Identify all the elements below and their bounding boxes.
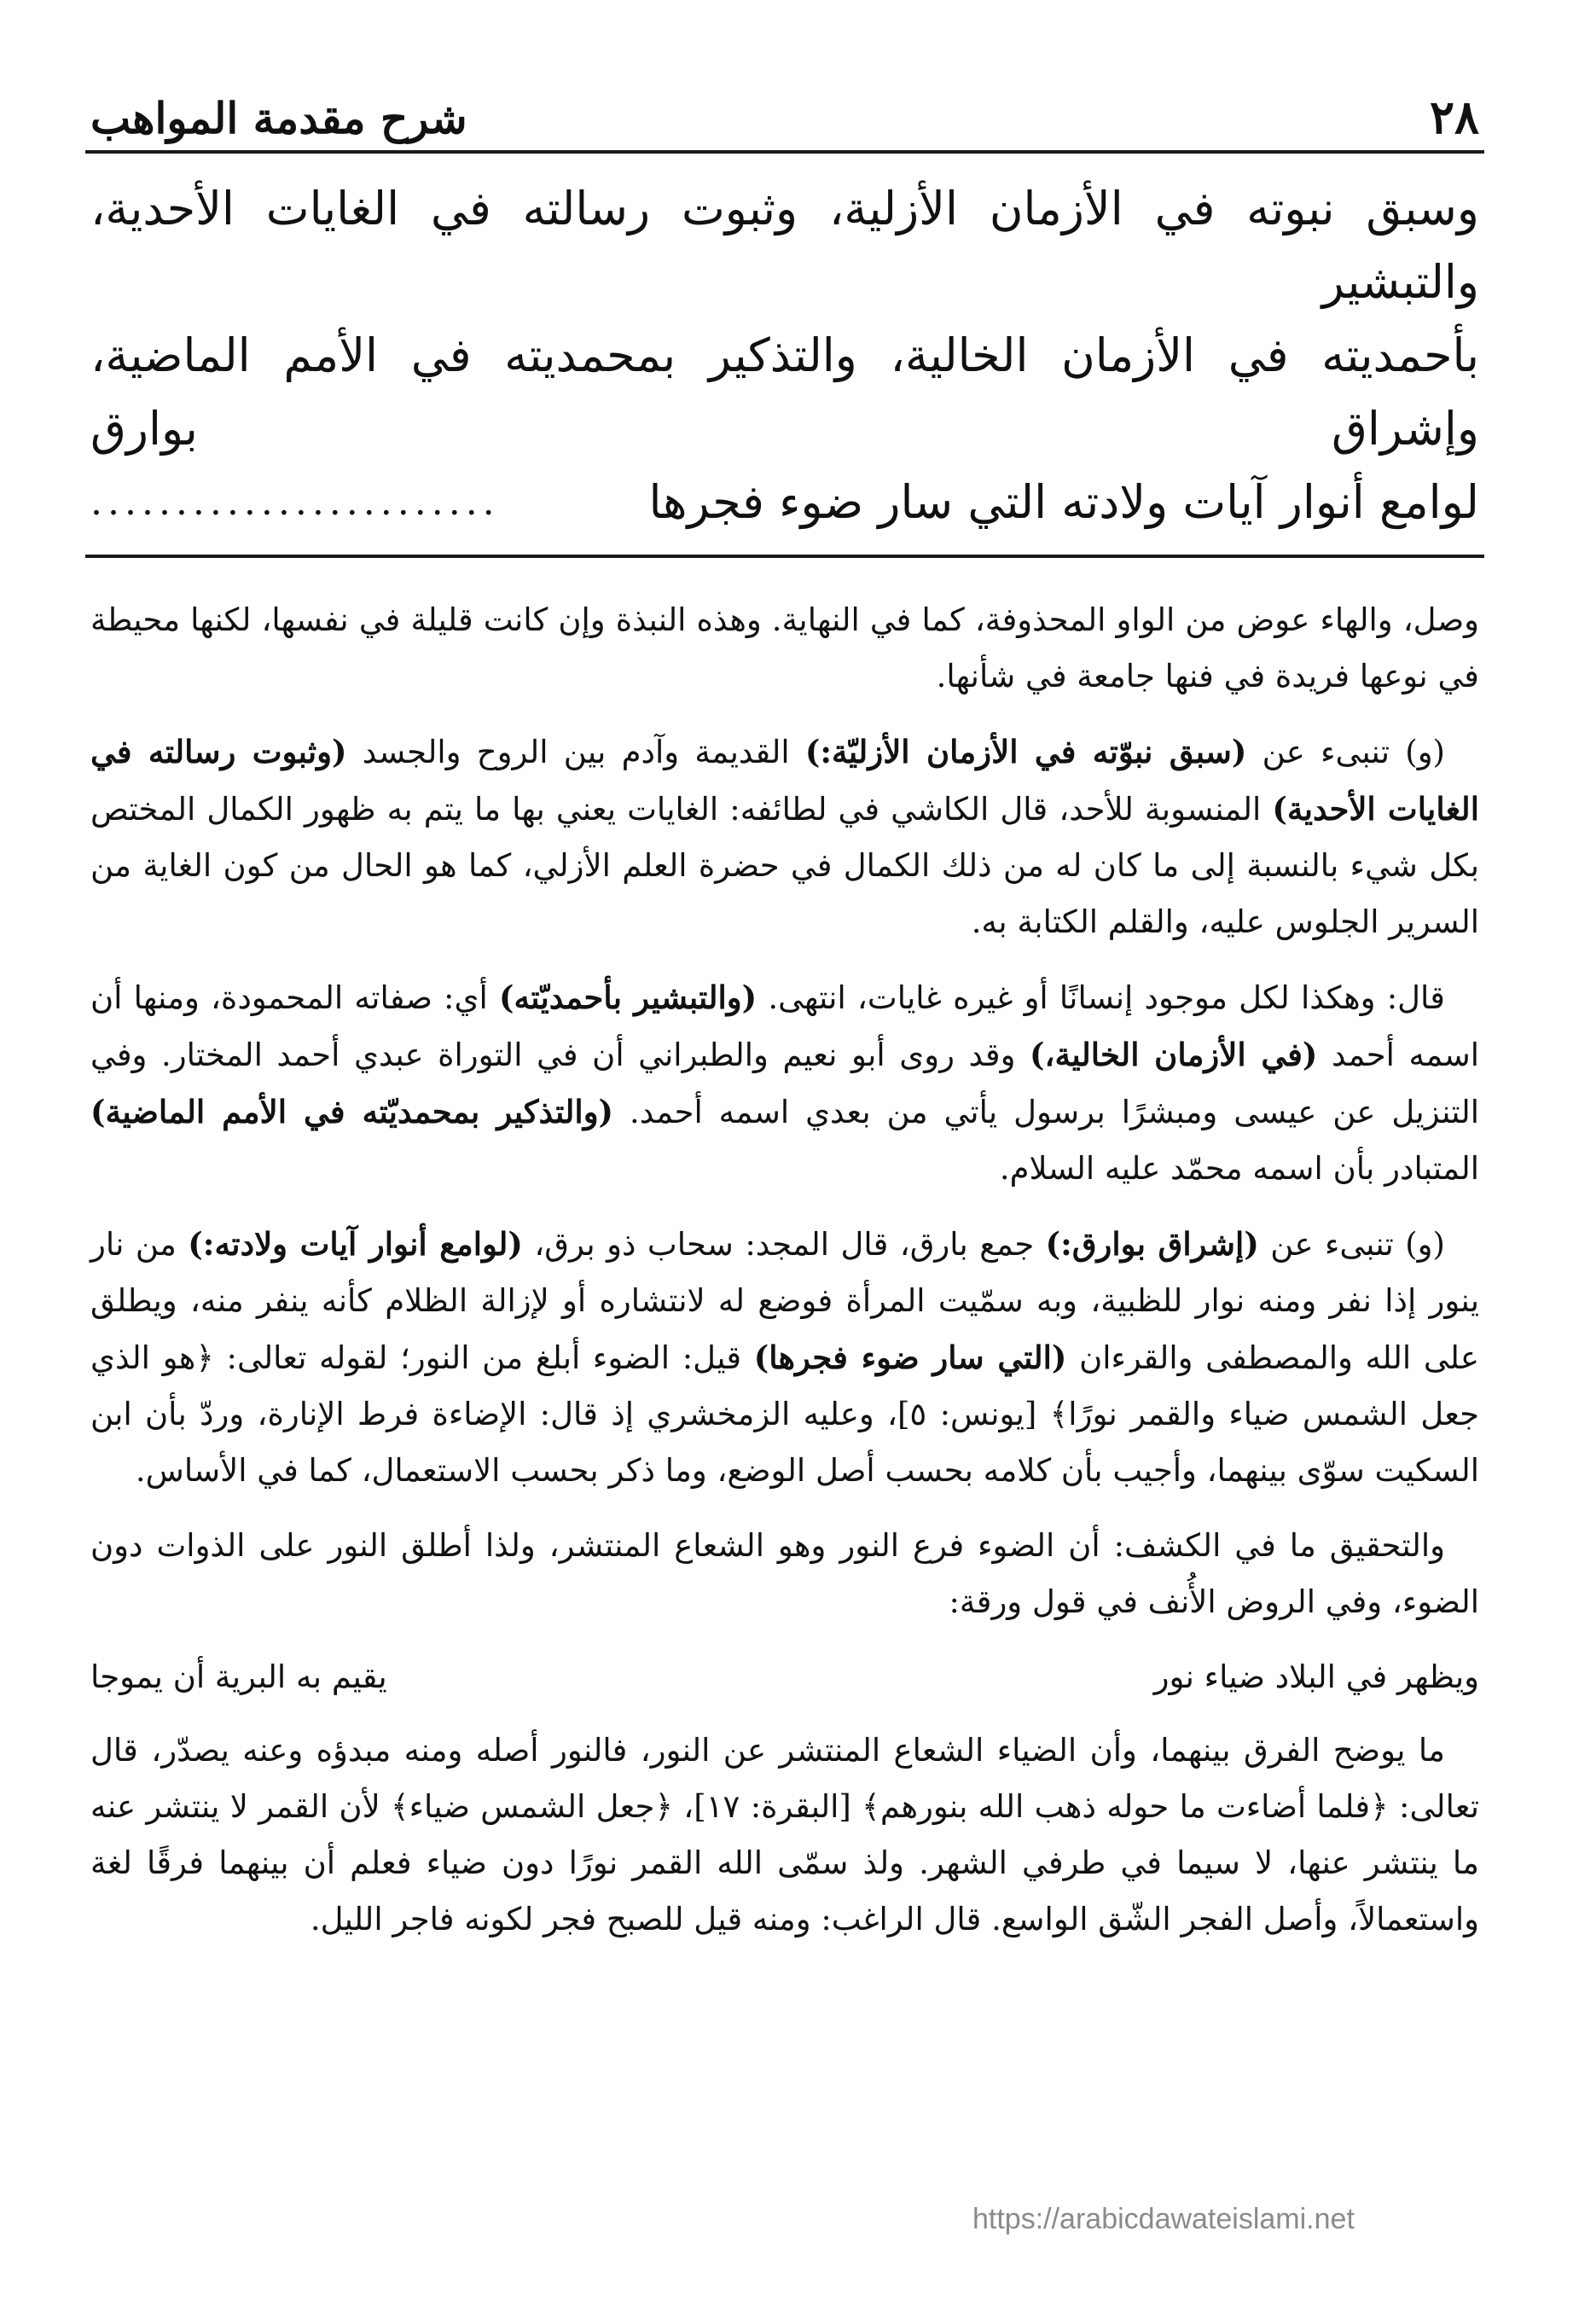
poetry-verse	[90, 1649, 1479, 1705]
verse-second-hemistich: يقيم به البرية أن يموجا	[90, 1659, 387, 1695]
commentary-paragraph	[90, 1216, 1479, 1499]
commentary-text: (و) تنبىء عن	[1246, 734, 1445, 770]
page-header	[85, 82, 1484, 154]
matn-line: بأحمديته في الأزمان الخالية، والتذكير بمحمديته في الأمم الماضية، وإشراق بوارق	[90, 328, 1479, 456]
matn-line: وسبق نبوته في الأزمان الأزلية، وثبوت رسالته في الغايات الأحدية، والتبشير	[90, 182, 1479, 309]
source-watermark: https://arabicdawateislami.net	[972, 2203, 1355, 2235]
quoted-matn-phrase: (التي سار ضوء فجرها)	[753, 1339, 1067, 1376]
quoted-matn-phrase: (لوامع أنوار آيات ولادته:)	[188, 1225, 523, 1263]
commentary-text: وقد روى أبو نعيم والطبراني أن في التوراة عبدي أحمد المختار. وفي التنزيل عن عيسى ومبشرًا برسول يأتي من بعدي اسمه أحمد.	[90, 1037, 1479, 1130]
commentary-text: قال: وهكذا لكل موجود إنسانًا أو غيره غايات، انتهى.	[757, 979, 1445, 1016]
commentary-text: المتبادر بأن اسمه محمّد عليه السلام.	[999, 1150, 1479, 1187]
commentary-paragraph	[90, 969, 1479, 1197]
commentary-block	[85, 592, 1484, 1948]
commentary-paragraph: وصل، والهاء عوض من الواو المحذوفة، كما في النهاية. وهذه النبذة وإن كانت قليلة في نفسها، لكنها محيطة في نوعها فريدة في فنها جامعة في شأنها.	[90, 601, 1479, 694]
commentary-paragraph	[90, 723, 1479, 950]
commentary-text: قيل: الضوء أبلغ من النور؛ لقوله تعالى: ﴿هو الذي جعل الشمس ضياء والقمر نورًا﴾ [يونس: ٥]، وعليه الزمخشري إذ قال: الإضاءة فرط الإنارة، وردّ بأن ابن السكيت سوّى بينهما، وأجيب بأن كلامه بحسب أصل الوضع، وما ذكر بحسب الاستعمال، كما في الأساس.	[90, 1339, 1480, 1489]
matn-text-block	[85, 172, 1484, 539]
quoted-matn-phrase: (والتبشير بأحمديّته)	[498, 979, 757, 1016]
quoted-matn-phrase: (وثبوت رسالته في الغايات الأحدية)	[90, 733, 1479, 828]
book-page	[85, 82, 1484, 1967]
commentary-text: (و) تنبىء عن	[1258, 1226, 1445, 1263]
quoted-matn-phrase: (سبق نبوّته في الأزمان الأزليّة:)	[804, 733, 1247, 770]
commentary-text: المنسوبة للأحد، قال الكاشي في لطائفه: الغايات يعني بها ما يتم به ظهور الكمال المختص بكل شيء بالنسبة إلى ما كان له من ذلك الكمال في حضرة العلم الأزلي، كما هو الحال من كون الغاية من السرير الجلوس عليه، والقلم الكتابة به.	[90, 791, 1479, 940]
commentary-paragraph: والتحقيق ما في الكشف: أن الضوء فرع النور وهو الشعاع المنتشر، ولذا أطلق النور على الذوات دون الضوء، وفي الروض الأُنف في قول ورقة:	[90, 1527, 1479, 1620]
matn-line: لوامع أنوار آيات ولادته التي سار ضوء فجرها	[648, 475, 1479, 529]
matn-continuation-dots: ........................	[90, 480, 500, 524]
commentary-text: جمع بارق، قال المجد: سحاب ذو برق،	[522, 1226, 1046, 1263]
verse-first-hemistich: ويظهر في البلاد ضياء نور	[1153, 1659, 1479, 1695]
quoted-matn-phrase: (والتذكير بمحمديّته في الأمم الماضية)	[90, 1093, 614, 1130]
page-number: ٢٨	[1429, 90, 1479, 144]
section-divider	[85, 555, 1484, 558]
commentary-paragraph: ما يوضح الفرق بينهما، وأن الضياء الشعاع المنتشر عن النور، فالنور أصله ومنه مبدؤه وعنه يصدّر، قال تعالى: ﴿فلما أضاءت ما حوله ذهب الله بنورهم﴾ [البقرة: ١٧]، ﴿جعل الشمس ضياء﴾ لأن القمر لا ينتشر عنه ما ينتشر عنها، لا سيما في طرفي الشهر. ولذ سمّى الله القمر نورًا دون ضياء فعلم أن بينهما فرقًا لغة واستعمالاً، وأصل الفجر الشّق الواسع. قال الراغب: ومنه قيل للصبح فجر لكونه فاجر الليل.	[90, 1732, 1479, 1938]
commentary-text: من نار ينور إذا نفر ومنه نوار للظبية، وبه سمّيت المرأة فوضع له لانتشاره أو لإزالة الظلام كأنه ينفر منه، ويطلق على الله والمصطفى والقرءان	[90, 1226, 1480, 1376]
running-title: شرح مقدمة المواهب	[90, 93, 467, 143]
commentary-text: أي: صفاته المحمودة، ومنها أن اسمه أحمد	[90, 979, 1480, 1073]
matn-last-line	[90, 466, 1479, 539]
quoted-matn-phrase: (في الأزمان الخالية،)	[1030, 1036, 1318, 1073]
quoted-matn-phrase: (إشراق بوارق:)	[1045, 1225, 1259, 1263]
commentary-text: القديمة وآدم بين الروح والجسد	[346, 734, 805, 770]
